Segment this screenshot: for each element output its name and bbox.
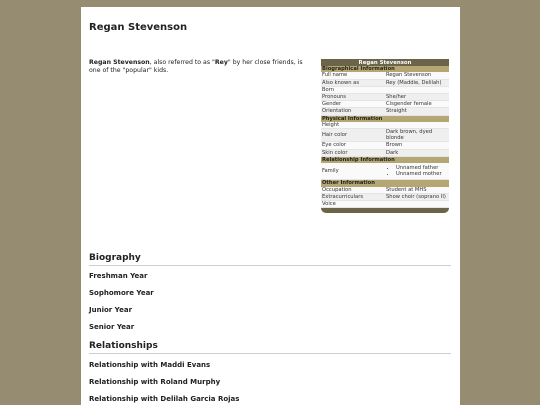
row-value: Regan Stevenson bbox=[386, 72, 432, 79]
infobox-footer bbox=[321, 208, 449, 213]
infobox-section-bio: Biographical Information bbox=[321, 66, 449, 72]
intro-paragraph bbox=[89, 59, 307, 75]
heading-senior-year: Senior Year bbox=[89, 323, 135, 331]
infobox-group-relationship bbox=[321, 163, 449, 180]
character-infobox bbox=[321, 59, 449, 213]
infobox-section-physical: Physical Information bbox=[321, 116, 449, 122]
row-label: Family bbox=[322, 168, 339, 175]
heading-relationship-roland: Relationship with Roland Murphy bbox=[89, 378, 221, 386]
row-value bbox=[386, 201, 448, 207]
row-label: Extracurriculars bbox=[322, 193, 364, 200]
heading-biography: Biography bbox=[89, 253, 451, 266]
row-value: Straight bbox=[386, 108, 407, 115]
row-label: Skin color bbox=[322, 149, 348, 156]
infobox-row-hair bbox=[321, 129, 449, 142]
row-label: Full name bbox=[322, 72, 348, 79]
infobox-title: Regan Stevenson bbox=[321, 59, 449, 66]
infobox-row-gender bbox=[321, 101, 449, 108]
infobox-section-relationship: Relationship Information bbox=[321, 157, 449, 163]
row-value bbox=[386, 122, 448, 128]
row-value: Cisgender female bbox=[386, 101, 432, 108]
intro-nickname: Rey bbox=[214, 59, 228, 66]
row-label: Orientation bbox=[322, 108, 352, 115]
infobox-row-orientation bbox=[321, 108, 449, 115]
intro-name: Regan Stevenson bbox=[89, 59, 150, 66]
infobox-row-aka bbox=[321, 80, 449, 87]
row-value-list bbox=[386, 165, 448, 177]
infobox-section-other: Other Information bbox=[321, 180, 449, 186]
heading-sophomore-year: Sophomore Year bbox=[89, 289, 154, 297]
row-label: Pronouns bbox=[322, 94, 346, 101]
infobox-row-born bbox=[321, 87, 449, 94]
infobox-row-extracurriculars bbox=[321, 194, 449, 201]
heading-relationships: Relationships bbox=[89, 341, 451, 354]
heading-junior-year: Junior Year bbox=[89, 306, 133, 314]
page-title: Regan Stevenson bbox=[89, 22, 188, 33]
infobox-row-pronouns bbox=[321, 94, 449, 101]
row-label: Height bbox=[322, 121, 340, 128]
row-label: Also known as bbox=[322, 79, 360, 86]
infobox-row-family bbox=[321, 163, 449, 180]
intro-text-1: , also referred to as " bbox=[149, 59, 215, 66]
row-value: Student at MHS bbox=[386, 186, 427, 193]
family-member: • Unnamed mother bbox=[396, 171, 448, 177]
infobox-group-other bbox=[321, 187, 449, 209]
row-label: Eye color bbox=[322, 142, 346, 149]
intro-text-2: " by her close friends, is one of the "popular" kids. bbox=[89, 59, 303, 74]
row-value: Brown bbox=[386, 142, 403, 149]
row-label: Occupation bbox=[322, 186, 352, 193]
heading-freshman-year: Freshman Year bbox=[89, 272, 148, 280]
heading-relationship-delilah: Relationship with Delilah Garcia Rojas bbox=[89, 395, 240, 403]
row-label: Born bbox=[322, 86, 335, 93]
infobox-row-voice bbox=[321, 201, 449, 208]
infobox-row-skin bbox=[321, 150, 449, 157]
article-page bbox=[81, 7, 460, 405]
row-value: She/her bbox=[386, 94, 407, 101]
row-value: Rey (Maddie, Delilah) bbox=[386, 79, 442, 86]
infobox-row-eye bbox=[321, 142, 449, 149]
family-member: • Unnamed father bbox=[396, 165, 448, 171]
row-value: Dark brown, dyed blonde bbox=[386, 129, 433, 142]
row-label: Gender bbox=[322, 101, 342, 108]
row-label: Hair color bbox=[322, 132, 348, 139]
row-value: Dark bbox=[386, 149, 399, 156]
infobox-row-full-name bbox=[321, 72, 449, 79]
heading-relationship-maddi: Relationship with Maddi Evans bbox=[89, 361, 211, 369]
infobox-row-height bbox=[321, 122, 449, 129]
row-value bbox=[386, 87, 448, 93]
row-value: Show choir (soprano II) bbox=[386, 193, 446, 200]
row-label: Voice bbox=[322, 201, 336, 208]
infobox-row-occupation bbox=[321, 187, 449, 194]
infobox-group-bio bbox=[321, 72, 449, 115]
infobox-group-physical bbox=[321, 122, 449, 157]
